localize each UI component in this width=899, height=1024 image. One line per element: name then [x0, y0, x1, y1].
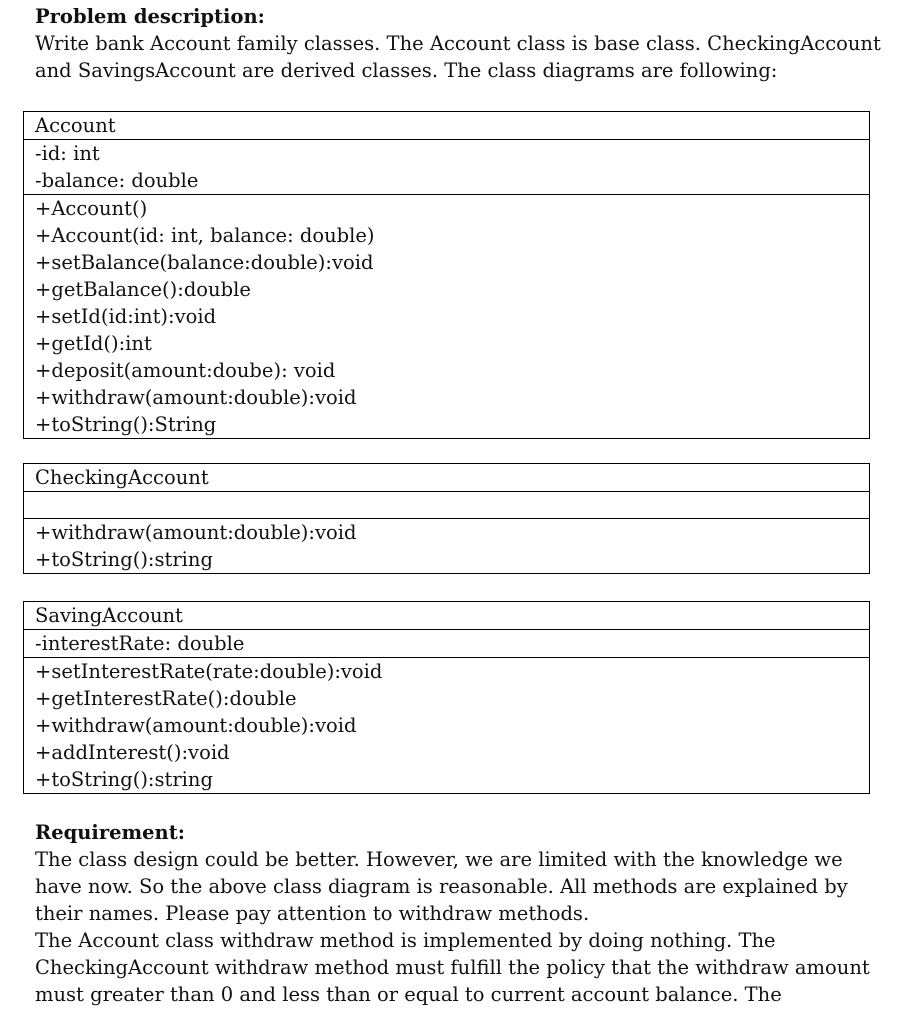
- class-name: CheckingAccount: [35, 466, 209, 489]
- method: +getId():int: [35, 332, 152, 355]
- problem-line: Write bank Account family classes. The Account class is base class. CheckingAccount: [35, 32, 881, 55]
- requirement-line: CheckingAccount withdraw method must fulfill the policy that the withdraw amount: [35, 956, 870, 979]
- requirement-line: The Account class withdraw method is implemented by doing nothing. The: [35, 929, 776, 952]
- attribute: -balance: double: [35, 169, 199, 192]
- method: +withdraw(amount:double):void: [35, 521, 357, 544]
- requirement-line: The class design could be better. However, we are limited with the knowledge we: [35, 848, 843, 871]
- problem-line: and SavingsAccount are derived classes. The class diagrams are following:: [35, 59, 778, 82]
- method: +Account(): [35, 197, 148, 220]
- requirement-section: [35, 819, 875, 1008]
- problem-description: [35, 3, 881, 84]
- saving-attributes-section: [24, 629, 869, 657]
- saving-account-class-diagram: [23, 601, 870, 794]
- class-name: Account: [35, 114, 116, 137]
- method: +setId(id:int):void: [35, 305, 217, 328]
- checking-attributes-section: [24, 491, 869, 518]
- saving-class-name-section: [24, 602, 869, 629]
- saving-methods-section: [24, 657, 869, 793]
- method: +getBalance():double: [35, 278, 251, 301]
- account-methods-section: [24, 194, 869, 438]
- checking-class-name-section: [24, 464, 869, 491]
- account-attributes-section: [24, 139, 869, 194]
- method: +toString():string: [35, 548, 213, 571]
- requirement-line: their names. Please pay attention to withdraw methods.: [35, 902, 590, 925]
- method: +deposit(amount:doube): void: [35, 359, 336, 382]
- requirement-line: must greater than 0 and less than or equal to current account balance. The: [35, 983, 782, 1006]
- method: +addInterest():void: [35, 741, 230, 764]
- method: +toString():string: [35, 768, 213, 791]
- account-class-name-section: [24, 112, 869, 139]
- method: +Account(id: int, balance: double): [35, 224, 375, 247]
- account-class-diagram: [23, 111, 870, 439]
- attribute: -id: int: [35, 142, 100, 165]
- checking-account-class-diagram: [23, 463, 870, 574]
- attribute: -interestRate: double: [35, 632, 245, 655]
- method: +withdraw(amount:double):void: [35, 714, 357, 737]
- method: +withdraw(amount:double):void: [35, 386, 357, 409]
- method: +getInterestRate():double: [35, 687, 297, 710]
- method: +toString():String: [35, 413, 217, 436]
- requirement-line: have now. So the above class diagram is reasonable. All methods are explained by: [35, 875, 848, 898]
- method: +setBalance(balance:double):void: [35, 251, 374, 274]
- checking-methods-section: [24, 518, 869, 573]
- method: +setInterestRate(rate:double):void: [35, 660, 383, 683]
- requirement-heading: Requirement:: [35, 821, 185, 844]
- class-name: SavingAccount: [35, 604, 183, 627]
- problem-heading: Problem description:: [35, 5, 265, 28]
